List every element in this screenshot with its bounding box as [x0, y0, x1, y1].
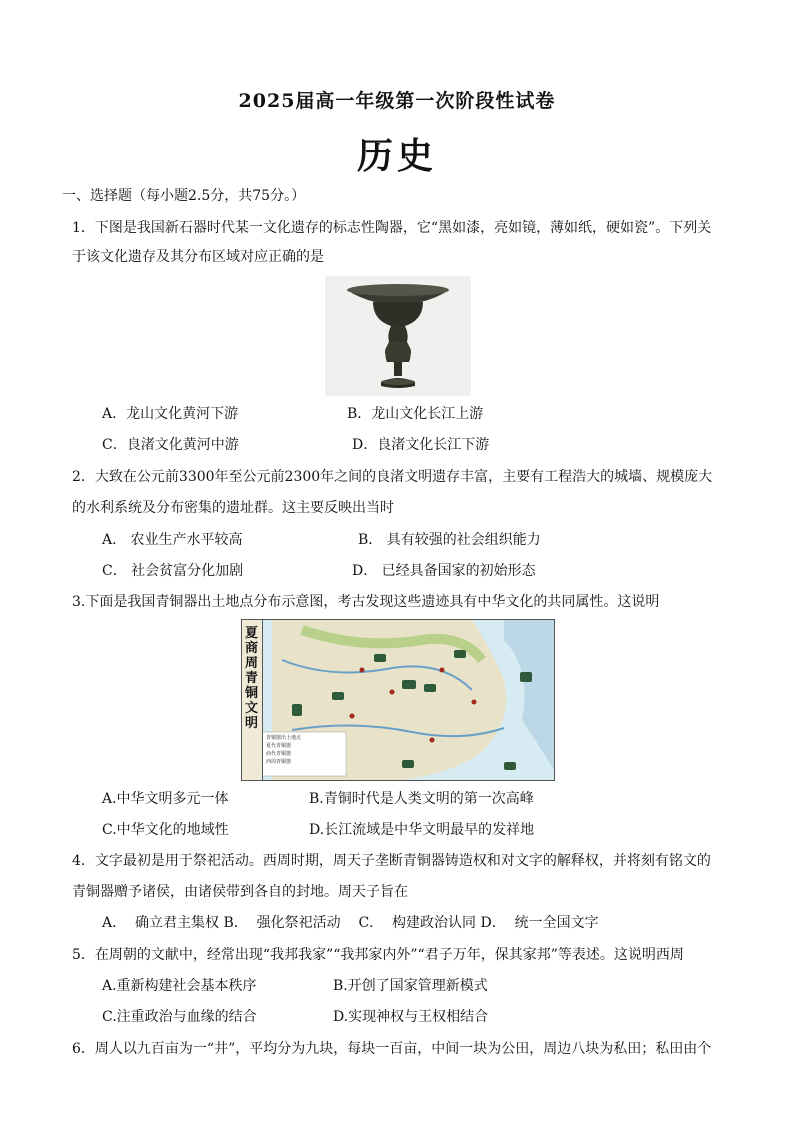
- q1-option-a: A．龙山文化黄河下游: [102, 406, 239, 422]
- map-legend: [266, 734, 301, 766]
- q5-option-b: B.开创了国家管理新模式: [333, 978, 488, 994]
- q2-stem-line-1: 2．大致在公元前3300年至公元前2300年之间的良渚文明遗存丰富，主要有工程浩大的城墙、规模庞大: [72, 469, 713, 485]
- q4-options: A． 确立君主集权 B． 强化祭祀活动 C． 构建政治认同 D． 统一全国文字: [102, 915, 599, 931]
- q2-option-c: C． 社会贫富分化加剧: [102, 563, 244, 579]
- q1-stem-line-1: 1．下图是我国新石器时代某一文化遗存的标志性陶器，它“黑如漆，亮如镜，薄如纸，硬如瓷”。下列关: [72, 220, 712, 236]
- q3-option-a: A.中华文明多元一体: [102, 791, 229, 807]
- section-heading: 一、选择题（每小题2.5分，共75分。）: [62, 188, 306, 204]
- q6-stem-line-1: 6．周人以九百亩为一“井”，平均分为九块，每块一百亩，中间一块为公田，周边八块为私田；私田由个: [72, 1041, 712, 1057]
- map-legend-item: 商代青铜器: [266, 751, 292, 757]
- map-side-title-box: [242, 620, 263, 780]
- q1-option-c: C．良渚文化黄河中游: [102, 437, 239, 453]
- subject-title: 历史: [356, 135, 437, 177]
- q3-option-c: C.中华文化的地域性: [102, 822, 229, 838]
- map-side-title: 夏商周青铜文明: [245, 626, 259, 731]
- bronze-distribution-map: [241, 619, 555, 781]
- q5-option-c: C.注重政治与血缘的结合: [102, 1009, 257, 1025]
- q4-stem-line-1: 4．文字最初是用于祭祀活动。西周时期，周天子垄断青铜器铸造权和对文字的解释权，并将刻有铭文的: [72, 853, 711, 869]
- q2-option-b: B． 具有较强的社会组织能力: [358, 532, 541, 548]
- q3-option-d: D.长江流域是中华文明最早的发祥地: [309, 822, 535, 838]
- q1-stem-line-2: 于该文化遗存及其分布区域对应正确的是: [72, 249, 324, 265]
- q3-stem-line-1: 3.下面是我国青铜器出土地点分布示意图，考古发现这些遗迹具有中华文化的共同属性。这说明: [72, 594, 660, 610]
- q2-option-d: D． 已经具备国家的初始形态: [352, 563, 536, 579]
- q1-option-d: D．良渚文化长江下游: [352, 437, 490, 453]
- q2-option-a: A． 农业生产水平较高: [102, 532, 243, 548]
- black-pottery-cup-image: [325, 276, 471, 396]
- q5-option-a: A.重新构建社会基本秩序: [102, 978, 257, 994]
- q5-stem-line-1: 5．在周朝的文献中，经常出现“我邦我家”“我邦家内外”“君子万年，保其家邦”等表述。这说明西周: [72, 947, 684, 963]
- map-legend-item: 西周青铜器: [266, 759, 292, 765]
- q5-option-d: D.实现神权与王权相结合: [333, 1009, 489, 1025]
- q3-option-b: B.青铜时代是人类文明的第一次高峰: [309, 791, 534, 807]
- q4-stem-line-2: 青铜器赠予诸侯，由诸侯带到各自的封地。周天子旨在: [72, 884, 408, 900]
- exam-title: 2025届高一年级第一次阶段性试卷: [238, 90, 556, 112]
- q2-stem-line-2: 的水利系统及分布密集的遗址群。这主要反映出当时: [72, 500, 394, 516]
- map-legend-item: 夏代青铜器: [266, 743, 292, 749]
- map-legend-item: 青铜器出土地点: [266, 735, 302, 741]
- q1-option-b: B．龙山文化长江上游: [347, 406, 484, 422]
